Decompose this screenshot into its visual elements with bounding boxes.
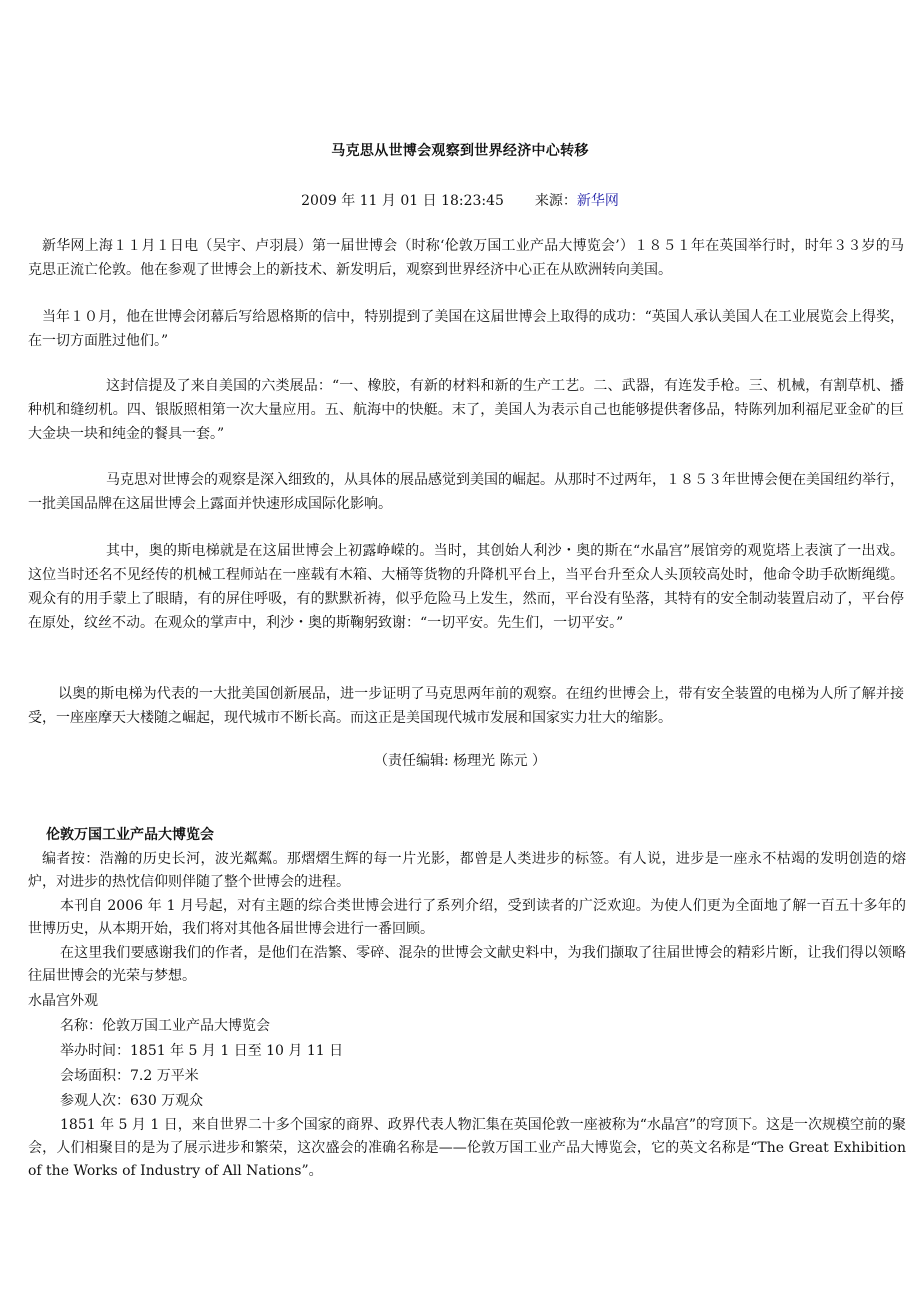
article-paragraph: 其中，奥的斯电梯就是在这届世博会上初露峥嵘的。当时，其创始人利沙・奥的斯在“水晶宫”展馆旁的观览塔上表演了一出戏。这位当时还名不见经传的机械工程师站在一座载有木箱、大桶等货物的升降机平台上，当平台升至众人头顶较高处时，他命令助手砍断绳缆。观众有的用手蒙上了眼睛，有的屏住呼吸，有的默默祈祷，似乎危险马上发生，然而，平台没有坠落，其特有的安全制动装置启动了，平台停在原处，纹丝不动。在观众的掌声中，利沙・奥的斯鞠躬致谢：“一切平安。先生们，一切平安。”	[28, 543, 904, 631]
fact-dates: 举办时间：1851 年 5 月 1 日至 10 月 11 日	[60, 1043, 344, 1059]
fact-visitors: 参观人次：630 万观众	[60, 1093, 204, 1109]
section-paragraph: 本刊自 2006 年 1 月号起，对有主题的综合类世博会进行了系列介绍，受到读者的广泛欢迎。为使人们更为全面地了解一百五十多年的世博历史，从本期开始，我们将对其他各届世博会进行一番回顾。	[28, 898, 906, 937]
article-paragraph: 这封信提及了来自美国的六类展品：“一、橡胶，有新的材料和新的生产工艺。二、武器，有连发手枪。三、机械，有割草机、播种机和缝纫机。四、银版照相第一次大量应用。五、航海中的快艇。末了，美国人为表示自己也能够提供奢侈品，特陈列加利福尼亚金矿的巨大金块一块和纯金的餐具一套。”	[28, 378, 904, 442]
section-closing-paragraph: 1851 年 5 月 1 日，来自世界二十多个国家的商界、政界代表人物汇集在英国伦敦一座被称为“水晶宫”的穹顶下。这是一次规模空前的聚会，人们相聚目的是为了展示进步和繁荣，这次盛会的准确名称是——伦敦万国工业产品大博览会，它的英文名称是“The Great Exhibition of the Works of Industry of All Nations”。	[28, 1117, 907, 1179]
fact-name: 名称：伦敦万国工业产品大博览会	[60, 1018, 270, 1034]
fact-area: 会场面积：7.2 万平米	[60, 1068, 199, 1084]
section-title: 伦敦万国工业产品大博览会	[46, 827, 214, 843]
article-paragraph: 当年１０月，他在世博会闭幕后写给恩格斯的信中，特别提到了美国在这届世博会上取得的成功：“英国人承认美国人在工业展览会上得奖，在一切方面胜过他们。”	[28, 309, 904, 349]
article-title: 马克思从世博会观察到世界经济中心转移	[331, 143, 589, 159]
source-label: 来源：	[534, 193, 577, 209]
source-link[interactable]: 新华网	[576, 193, 619, 209]
image-caption: 水晶宫外观	[28, 993, 98, 1009]
article-meta	[0, 191, 920, 211]
article-datetime: 2009 年 11 月 01 日 18:23:45	[301, 193, 504, 209]
article-paragraph: 新华网上海１１月１日电（吴宇、卢羽晨）第一届世博会（时称‘伦敦万国工业产品大博览会’）１８５１年在英国举行时，时年３３岁的马克思正流亡伦敦。他在参观了世博会上的新技术、新发明后，观察到世界经济中心正在从欧洲转向美国。	[28, 238, 904, 278]
section-paragraph: 在这里我们要感谢我们的作者，是他们在浩繁、零碎、混杂的世博会文献史料中，为我们撷取了往届世博会的精彩片断，让我们得以领略往届世博会的光荣与梦想。	[28, 945, 906, 984]
responsible-editor: （责任编辑: 杨理光 陈元 ）	[373, 753, 547, 769]
article-paragraph: 以奥的斯电梯为代表的一大批美国创新展品，进一步证明了马克思两年前的观察。在纽约世博会上，带有安全装置的电梯为人所了解并接受，一座座摩天大楼随之崛起，现代城市不断长高。而这正是美国现代城市发展和国家实力壮大的缩影。	[28, 686, 904, 726]
section-paragraph: 编者按：浩瀚的历史长河，波光粼粼。那熠熠生辉的每一片光影，都曾是人类进步的标签。有人说，进步是一座永不枯竭的发明创造的熔炉，对进步的热忱信仰则伴随了整个世博会的进程。	[28, 851, 906, 890]
article-paragraph: 马克思对世博会的观察是深入细致的，从具体的展品感觉到美国的崛起。从那时不过两年，１８５３年世博会便在美国纽约举行，一批美国品牌在这届世博会上露面并快速形成国际化影响。	[28, 472, 904, 512]
